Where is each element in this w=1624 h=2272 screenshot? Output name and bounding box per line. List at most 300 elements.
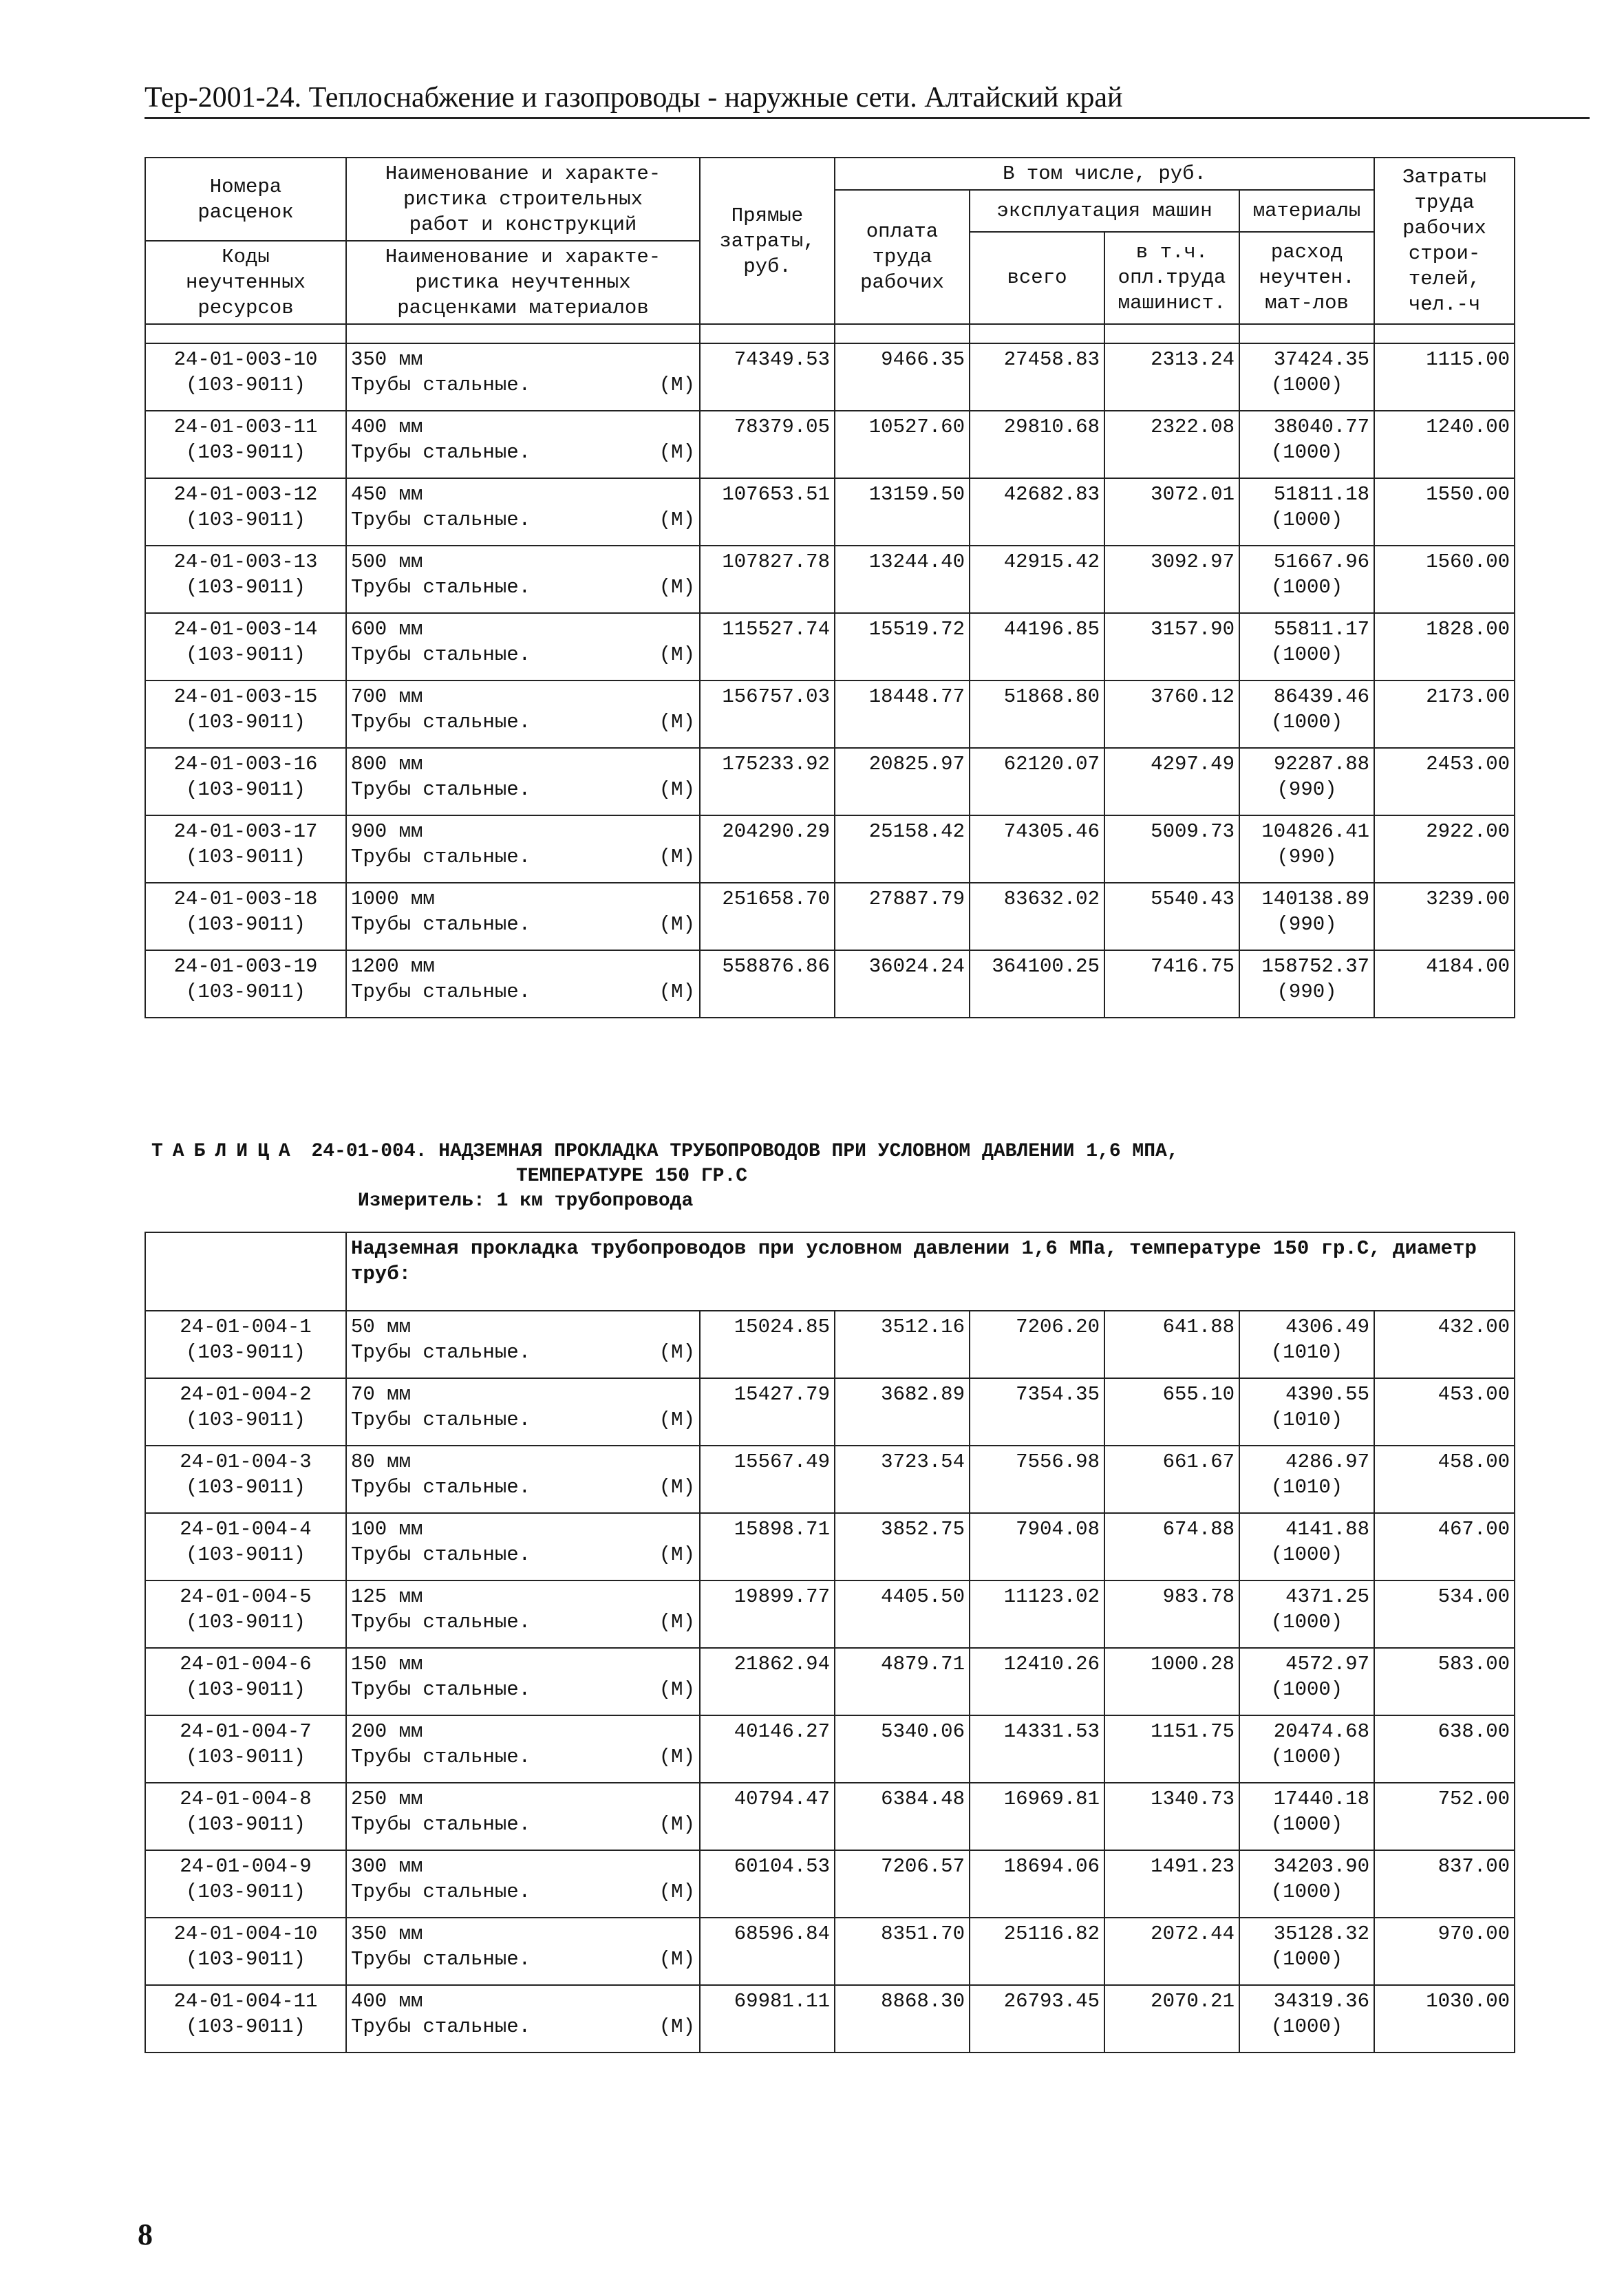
table-cell xyxy=(145,343,346,411)
table-row xyxy=(145,950,1515,1018)
table-cell xyxy=(970,1378,1104,1446)
material-cost: 92287.88 xyxy=(1273,753,1370,775)
table-cell xyxy=(1104,1783,1239,1850)
material-cost: 4572.97 xyxy=(1285,1653,1369,1675)
material-cost: 86439.46 xyxy=(1273,685,1370,708)
table-cell xyxy=(1104,1378,1239,1446)
table-cell xyxy=(835,815,970,883)
table-cell xyxy=(700,411,835,478)
material-cost: 140138.89 xyxy=(1261,888,1370,910)
item-size: 600 мм xyxy=(351,618,423,641)
table-cell xyxy=(1239,1850,1374,1918)
table-cell xyxy=(970,1918,1104,1985)
item-desc xyxy=(351,1407,695,1433)
table-row xyxy=(145,1580,1515,1648)
table-1-body xyxy=(145,343,1515,1018)
material-cost: 4306.49 xyxy=(1285,1316,1369,1338)
table-cell xyxy=(700,1446,835,1513)
table-cell xyxy=(1104,478,1239,546)
unit-mark: (М) xyxy=(659,643,695,666)
table-cell xyxy=(346,478,700,546)
item-desc xyxy=(351,372,695,398)
material-consumption: (1000) xyxy=(1270,1678,1343,1701)
table-cell xyxy=(1239,411,1374,478)
running-title: Тер-2001-24. Теплоснабжение и газопроводы - наружные сети. Алтайский край xyxy=(145,81,1590,119)
rate-code: 24-01-004-8 xyxy=(180,1788,312,1810)
machine-cost: 18694.06 xyxy=(1003,1855,1100,1878)
wage-cost: 6384.48 xyxy=(881,1788,965,1810)
material-cost: 37424.35 xyxy=(1273,348,1370,371)
table-cell xyxy=(1239,1513,1374,1580)
direct-cost: 19899.77 xyxy=(734,1585,830,1608)
table-row xyxy=(145,613,1515,680)
material-cost: 158752.37 xyxy=(1261,955,1370,978)
table-cell xyxy=(145,1918,346,1985)
item-desc xyxy=(351,1542,695,1567)
table-cell xyxy=(1374,815,1515,883)
table-row xyxy=(145,1783,1515,1850)
material-consumption: (1000) xyxy=(1270,1543,1343,1566)
rate-code: 24-01-003-12 xyxy=(173,483,318,506)
table-cell xyxy=(346,1513,700,1580)
table-cell xyxy=(835,343,970,411)
table-cell xyxy=(700,1783,835,1850)
table-cell xyxy=(700,478,835,546)
table-cell xyxy=(970,613,1104,680)
material-consumption: (990) xyxy=(1276,913,1337,936)
table-row xyxy=(145,1918,1515,1985)
table-caption xyxy=(151,1139,1528,1214)
labor-hours: 453.00 xyxy=(1438,1383,1510,1406)
table-cell xyxy=(970,546,1104,613)
table-cell xyxy=(970,1513,1104,1580)
resource-code: (103-9011) xyxy=(185,1611,306,1633)
direct-cost: 74349.53 xyxy=(734,348,830,371)
table-cell xyxy=(970,478,1104,546)
unit-mark: (М) xyxy=(659,1948,695,1971)
table-cell xyxy=(1239,1648,1374,1715)
unit-mark: (М) xyxy=(659,1341,695,1364)
table-cell xyxy=(1374,680,1515,748)
unit-mark: (М) xyxy=(659,374,695,396)
table-cell xyxy=(1374,613,1515,680)
table-cell xyxy=(1239,343,1374,411)
item-size: 80 мм xyxy=(351,1450,412,1473)
material-cost: 35128.32 xyxy=(1273,1922,1369,1945)
table-row xyxy=(145,1378,1515,1446)
item-desc xyxy=(351,1744,695,1770)
material-consumption: (1010) xyxy=(1270,1341,1343,1364)
item-desc xyxy=(351,2014,695,2039)
item-desc-text: Трубы стальные. xyxy=(351,1408,531,1431)
material-cost: 38040.77 xyxy=(1273,416,1370,438)
table-cell xyxy=(1374,748,1515,815)
item-desc xyxy=(351,979,695,1005)
table-cell xyxy=(835,1985,970,2053)
table-cell xyxy=(346,1783,700,1850)
rate-code: 24-01-003-10 xyxy=(173,348,318,371)
resource-code: (103-9011) xyxy=(185,1813,306,1836)
table-cell xyxy=(835,1311,970,1378)
machine-wage-cost: 1151.75 xyxy=(1151,1720,1235,1743)
material-cost: 55811.17 xyxy=(1273,618,1370,641)
rate-code: 24-01-004-1 xyxy=(180,1316,312,1338)
item-size: 150 мм xyxy=(351,1653,423,1675)
table-cell xyxy=(700,950,835,1018)
table-cell xyxy=(700,680,835,748)
item-desc xyxy=(351,507,695,533)
machine-cost: 16969.81 xyxy=(1003,1788,1100,1810)
resource-code: (103-9011) xyxy=(185,1408,306,1431)
material-consumption: (1000) xyxy=(1270,1880,1343,1903)
col-numbers: Номера расценок xyxy=(145,158,346,241)
table-cell xyxy=(1104,680,1239,748)
table-cell xyxy=(970,815,1104,883)
rates-table-2 xyxy=(145,1232,1515,2053)
table-cell xyxy=(700,1378,835,1446)
labor-hours: 583.00 xyxy=(1438,1653,1510,1675)
item-desc-text: Трубы стальные. xyxy=(351,1746,531,1768)
wage-cost: 8868.30 xyxy=(881,1990,965,2013)
machine-cost: 364100.25 xyxy=(992,955,1100,978)
table-cell xyxy=(1374,546,1515,613)
table-cell xyxy=(1374,1783,1515,1850)
table-2-heading: Надземная прокладка трубопроводов при условном давлении 1,6 МПа, температуре 150 гр.С, диаметр труб: xyxy=(346,1232,1515,1311)
table-cell xyxy=(970,343,1104,411)
material-consumption: (1000) xyxy=(1270,643,1343,666)
table-cell xyxy=(700,343,835,411)
item-desc-text: Трубы стальные. xyxy=(351,1813,531,1836)
material-consumption: (1000) xyxy=(1270,1813,1343,1836)
table-row xyxy=(145,815,1515,883)
table-cell xyxy=(1239,1918,1374,1985)
table-row xyxy=(145,546,1515,613)
machine-wage-cost: 674.88 xyxy=(1162,1518,1235,1541)
item-desc-text: Трубы стальные. xyxy=(351,1611,531,1633)
table-cell xyxy=(700,1648,835,1715)
table-cell xyxy=(835,1715,970,1783)
machine-wage-cost: 5009.73 xyxy=(1151,820,1235,843)
resource-code: (103-9011) xyxy=(185,1341,306,1364)
machine-wage-cost: 3092.97 xyxy=(1151,550,1235,573)
table-cell xyxy=(145,1783,346,1850)
rate-code: 24-01-004-10 xyxy=(173,1922,318,1945)
machine-wage-cost: 2322.08 xyxy=(1151,416,1235,438)
item-desc xyxy=(351,1340,695,1365)
unit-mark: (М) xyxy=(659,711,695,733)
rate-code: 24-01-003-16 xyxy=(173,753,318,775)
material-consumption: (990) xyxy=(1276,980,1337,1003)
table-cell xyxy=(1239,1715,1374,1783)
table-cell xyxy=(700,546,835,613)
unit-mark: (М) xyxy=(659,1746,695,1768)
labor-hours: 458.00 xyxy=(1438,1450,1510,1473)
table-cell xyxy=(145,1580,346,1648)
item-desc xyxy=(351,1609,695,1635)
material-cost: 51667.96 xyxy=(1273,550,1370,573)
col-mach-total: всего xyxy=(970,232,1104,325)
wage-cost: 7206.57 xyxy=(881,1855,965,1878)
rate-code: 24-01-003-11 xyxy=(173,416,318,438)
resource-code: (103-9011) xyxy=(185,846,306,868)
item-desc-text: Трубы стальные. xyxy=(351,1880,531,1903)
resource-code: (103-9011) xyxy=(185,1543,306,1566)
item-size: 700 мм xyxy=(351,685,423,708)
table-cell xyxy=(346,950,700,1018)
table-cell xyxy=(1374,1850,1515,1918)
table-cell xyxy=(1104,1648,1239,1715)
material-cost: 4371.25 xyxy=(1285,1585,1369,1608)
table-row xyxy=(145,1513,1515,1580)
machine-wage-cost: 3072.01 xyxy=(1151,483,1235,506)
labor-hours: 1550.00 xyxy=(1426,483,1510,506)
wage-cost: 3723.54 xyxy=(881,1450,965,1473)
table-row xyxy=(145,1850,1515,1918)
item-desc xyxy=(351,575,695,600)
material-cost: 34203.90 xyxy=(1273,1855,1369,1878)
table-cell xyxy=(1374,1918,1515,1985)
unit-mark: (М) xyxy=(659,1678,695,1701)
material-consumption: (1010) xyxy=(1270,1476,1343,1499)
item-desc-text: Трубы стальные. xyxy=(351,913,531,936)
item-size: 400 мм xyxy=(351,1990,423,2013)
item-desc xyxy=(351,777,695,802)
item-size: 1000 мм xyxy=(351,888,435,910)
wage-cost: 3512.16 xyxy=(881,1316,965,1338)
item-size: 100 мм xyxy=(351,1518,423,1541)
table-cell xyxy=(346,883,700,950)
labor-hours: 1560.00 xyxy=(1426,550,1510,573)
table-row xyxy=(145,1648,1515,1715)
col-including: В том числе, руб. xyxy=(835,158,1374,190)
labor-hours: 4184.00 xyxy=(1426,955,1510,978)
table-cell xyxy=(1239,1446,1374,1513)
table-cell xyxy=(835,1850,970,1918)
direct-cost: 175233.92 xyxy=(722,753,830,775)
table-cell xyxy=(1239,1311,1374,1378)
machine-cost: 14331.53 xyxy=(1003,1720,1100,1743)
unit-mark: (М) xyxy=(659,1476,695,1499)
labor-hours: 2173.00 xyxy=(1426,685,1510,708)
unit-mark: (М) xyxy=(659,441,695,464)
unit-mark: (М) xyxy=(659,1543,695,1566)
item-size: 800 мм xyxy=(351,753,423,775)
unit-mark: (М) xyxy=(659,508,695,531)
direct-cost: 78379.05 xyxy=(734,416,830,438)
item-size: 350 мм xyxy=(351,1922,423,1945)
table-cell xyxy=(346,1850,700,1918)
direct-cost: 21862.94 xyxy=(734,1653,830,1675)
col-labor: Затраты труда рабочих строи- телей, чел.-ч xyxy=(1374,158,1515,324)
material-cost: 20474.68 xyxy=(1273,1720,1369,1743)
table-cell xyxy=(970,411,1104,478)
table-cell xyxy=(970,1446,1104,1513)
resource-code: (103-9011) xyxy=(185,1476,306,1499)
table-cell xyxy=(1374,1446,1515,1513)
table-cell xyxy=(700,1850,835,1918)
machine-cost: 26793.45 xyxy=(1003,1990,1100,2013)
labor-hours: 432.00 xyxy=(1438,1316,1510,1338)
direct-cost: 156757.03 xyxy=(722,685,830,708)
table-row xyxy=(145,411,1515,478)
table-row xyxy=(145,1311,1515,1378)
table-cell xyxy=(1374,883,1515,950)
table-cell xyxy=(346,1311,700,1378)
item-desc-text: Трубы стальные. xyxy=(351,711,531,733)
table-cell xyxy=(835,1648,970,1715)
machine-wage-cost: 1000.28 xyxy=(1151,1653,1235,1675)
caption-line-3: Измеритель: 1 км трубопровода xyxy=(358,1190,694,1212)
table-row xyxy=(145,1446,1515,1513)
table-cell xyxy=(970,1648,1104,1715)
unit-mark: (М) xyxy=(659,778,695,801)
labor-hours: 1828.00 xyxy=(1426,618,1510,641)
table-cell xyxy=(1104,950,1239,1018)
table-cell xyxy=(1374,1985,1515,2053)
wage-cost: 36024.24 xyxy=(868,955,965,978)
direct-cost: 40146.27 xyxy=(734,1720,830,1743)
table-cell xyxy=(700,1580,835,1648)
table-cell xyxy=(145,1850,346,1918)
machine-cost: 7904.08 xyxy=(1016,1518,1100,1541)
table-cell xyxy=(835,546,970,613)
item-desc xyxy=(351,844,695,870)
table-cell xyxy=(1374,343,1515,411)
table-cell xyxy=(145,883,346,950)
table-cell xyxy=(1239,680,1374,748)
labor-hours: 1115.00 xyxy=(1426,348,1510,371)
material-consumption: (990) xyxy=(1276,846,1337,868)
machine-wage-cost: 5540.43 xyxy=(1151,888,1235,910)
table-cell xyxy=(1239,950,1374,1018)
resource-code: (103-9011) xyxy=(185,441,306,464)
table-cell xyxy=(700,883,835,950)
table-cell xyxy=(1104,1985,1239,2053)
direct-cost: 15024.85 xyxy=(734,1316,830,1338)
item-desc-text: Трубы стальные. xyxy=(351,441,531,464)
table-cell xyxy=(835,748,970,815)
col-wage: оплата труда рабочих xyxy=(835,190,970,324)
table-cell xyxy=(145,950,346,1018)
machine-cost: 25116.82 xyxy=(1003,1922,1100,1945)
material-consumption: (1000) xyxy=(1270,1746,1343,1768)
table-cell xyxy=(970,1985,1104,2053)
table-cell xyxy=(346,1580,700,1648)
item-desc xyxy=(351,1812,695,1837)
material-cost: 4390.55 xyxy=(1285,1383,1369,1406)
table-cell xyxy=(145,1985,346,2053)
col-direct: Прямые затраты, руб. xyxy=(700,158,835,324)
labor-hours: 534.00 xyxy=(1438,1585,1510,1608)
direct-cost: 251658.70 xyxy=(722,888,830,910)
wage-cost: 13244.40 xyxy=(868,550,965,573)
table-cell xyxy=(1374,478,1515,546)
table-cell xyxy=(346,343,700,411)
direct-cost: 107827.78 xyxy=(722,550,830,573)
rate-code: 24-01-004-9 xyxy=(180,1855,312,1878)
table-cell xyxy=(346,748,700,815)
table-cell xyxy=(1104,1311,1239,1378)
item-desc xyxy=(351,709,695,735)
table-cell xyxy=(145,1446,346,1513)
item-desc xyxy=(351,1677,695,1702)
table-cell xyxy=(700,1513,835,1580)
table-cell xyxy=(835,680,970,748)
machine-cost: 27458.83 xyxy=(1003,348,1100,371)
caption-line-1: 24-01-004. НАДЗЕМНАЯ ПРОКЛАДКА ТРУБОПРОВОДОВ ПРИ УСЛОВНОМ ДАВЛЕНИИ 1,6 МПА, xyxy=(311,1141,1179,1162)
direct-cost: 69981.11 xyxy=(734,1990,830,2013)
table-cell xyxy=(346,680,700,748)
item-desc-text: Трубы стальные. xyxy=(351,2015,531,2038)
table-cell xyxy=(346,411,700,478)
table-2-body xyxy=(145,1311,1515,2053)
table-row xyxy=(145,883,1515,950)
table-cell xyxy=(1239,1985,1374,2053)
col-mach-incl: в т.ч. опл.труда машинист. xyxy=(1104,232,1239,325)
table-cell xyxy=(700,613,835,680)
table-row xyxy=(145,680,1515,748)
machine-wage-cost: 2313.24 xyxy=(1151,348,1235,371)
direct-cost: 204290.29 xyxy=(722,820,830,843)
material-cost: 51811.18 xyxy=(1273,483,1370,506)
table-cell xyxy=(1239,1580,1374,1648)
wage-cost: 10527.60 xyxy=(868,416,965,438)
machine-cost: 74305.46 xyxy=(1003,820,1100,843)
table-cell xyxy=(970,748,1104,815)
table-cell xyxy=(145,1311,346,1378)
table-cell xyxy=(1239,478,1374,546)
table-cell xyxy=(145,546,346,613)
table-cell xyxy=(346,815,700,883)
unit-mark: (М) xyxy=(659,1408,695,1431)
labor-hours: 467.00 xyxy=(1438,1518,1510,1541)
labor-hours: 2922.00 xyxy=(1426,820,1510,843)
wage-cost: 15519.72 xyxy=(868,618,965,641)
resource-code: (103-9011) xyxy=(185,1678,306,1701)
machine-wage-cost: 3157.90 xyxy=(1151,618,1235,641)
resource-code: (103-9011) xyxy=(185,778,306,801)
table-cell xyxy=(1104,343,1239,411)
table-cell xyxy=(1239,546,1374,613)
labor-hours: 1240.00 xyxy=(1426,416,1510,438)
wage-cost: 5340.06 xyxy=(881,1720,965,1743)
item-size: 1200 мм xyxy=(351,955,435,978)
resource-code: (103-9011) xyxy=(185,711,306,733)
item-desc xyxy=(351,1475,695,1500)
machine-wage-cost: 983.78 xyxy=(1162,1585,1235,1608)
table-cell xyxy=(835,1446,970,1513)
table-cell xyxy=(145,815,346,883)
machine-wage-cost: 3760.12 xyxy=(1151,685,1235,708)
unit-mark: (М) xyxy=(659,2015,695,2038)
table-row xyxy=(145,1715,1515,1783)
table-cell xyxy=(1239,613,1374,680)
col-name2: Наименование и характе- ристика неучтенных расценками материалов xyxy=(346,241,700,324)
caption-line-2: ТЕМПЕРАТУРЕ 150 ГР.С xyxy=(516,1166,748,1187)
table-cell xyxy=(1374,1648,1515,1715)
machine-cost: 12410.26 xyxy=(1003,1653,1100,1675)
table-cell xyxy=(700,1715,835,1783)
table-cell xyxy=(970,680,1104,748)
resource-code: (103-9011) xyxy=(185,913,306,936)
table-cell xyxy=(1374,1580,1515,1648)
rate-code: 24-01-003-17 xyxy=(173,820,318,843)
direct-cost: 15898.71 xyxy=(734,1518,830,1541)
table-cell xyxy=(1104,411,1239,478)
unit-mark: (М) xyxy=(659,576,695,599)
table-cell xyxy=(145,1648,346,1715)
table-cell xyxy=(1374,411,1515,478)
